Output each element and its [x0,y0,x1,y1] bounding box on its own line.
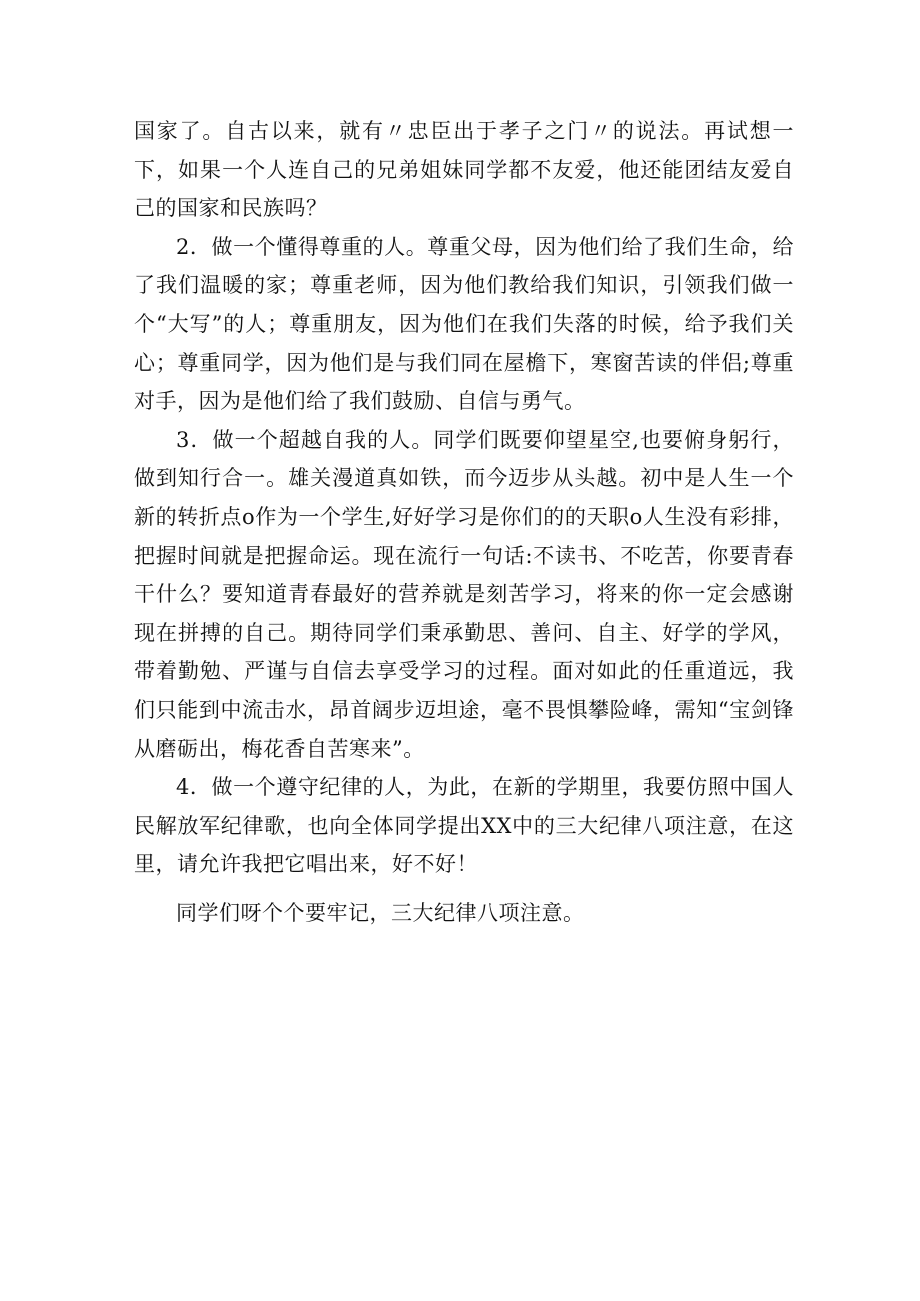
paragraph-song-line: 同学们呀个个要牢记，三大纪律八项注意。 [176,900,585,925]
paragraph-self-transcendence: 3．做一个超越自我的人。同学们既要仰望星空,也要俯身躬行，做到知行合一。雄关漫道真如铁，而今迈步从头越。初中是人生一个新的转折点o作为一个学生,好好学习是你们的的天职o人生没有彩排，把握时间就是把握命运。现在流行一句话:不读书、不吃苦，你要青春干什么？要知道青春最好的营养就是刻苦学习，将来的你一定会感谢现在拼搏的自己。期待同学们秉承勤思、善问、自主、好学的学风，带着勤勉、严谨与自信去享受学习的过程。面对如此的任重道远，我们只能到中流击水，昂首阔步迈坦途，毫不畏惧攀险峰，需知“宝剑锋从磨砺出，梅花香自苦寒来”。 [134,427,794,761]
paragraph-respect: 2．做一个懂得尊重的人。尊重父母，因为他们给了我们生命，给了我们温暖的家；尊重老师，因为他们教给我们知识，引领我们做一个“大写”的人；尊重朋友，因为他们在我们失落的时候，给予我们关心；尊重同学，因为他们是与我们同在屋檐下，寒窗苦读的伴侣;尊重对手，因为是他们给了我们鼓励、自信与勇气。 [134,234,794,414]
paragraph-continuation: 国家了。自古以来，就有〃忠臣出于孝子之门〃的说法。再试想一下，如果一个人连自己的兄弟姐妹同学都不友爱，他还能团结友爱自己的国家和民族吗？ [134,119,794,221]
paragraph-discipline: 4．做一个遵守纪律的人，为此，在新的学期里，我要仿照中国人民解放军纪律歌，也向全体同学提出XX中的三大纪律八项注意，在这里，请允许我把它唱出来，好不好！ [134,775,794,877]
document-body [134,112,794,932]
